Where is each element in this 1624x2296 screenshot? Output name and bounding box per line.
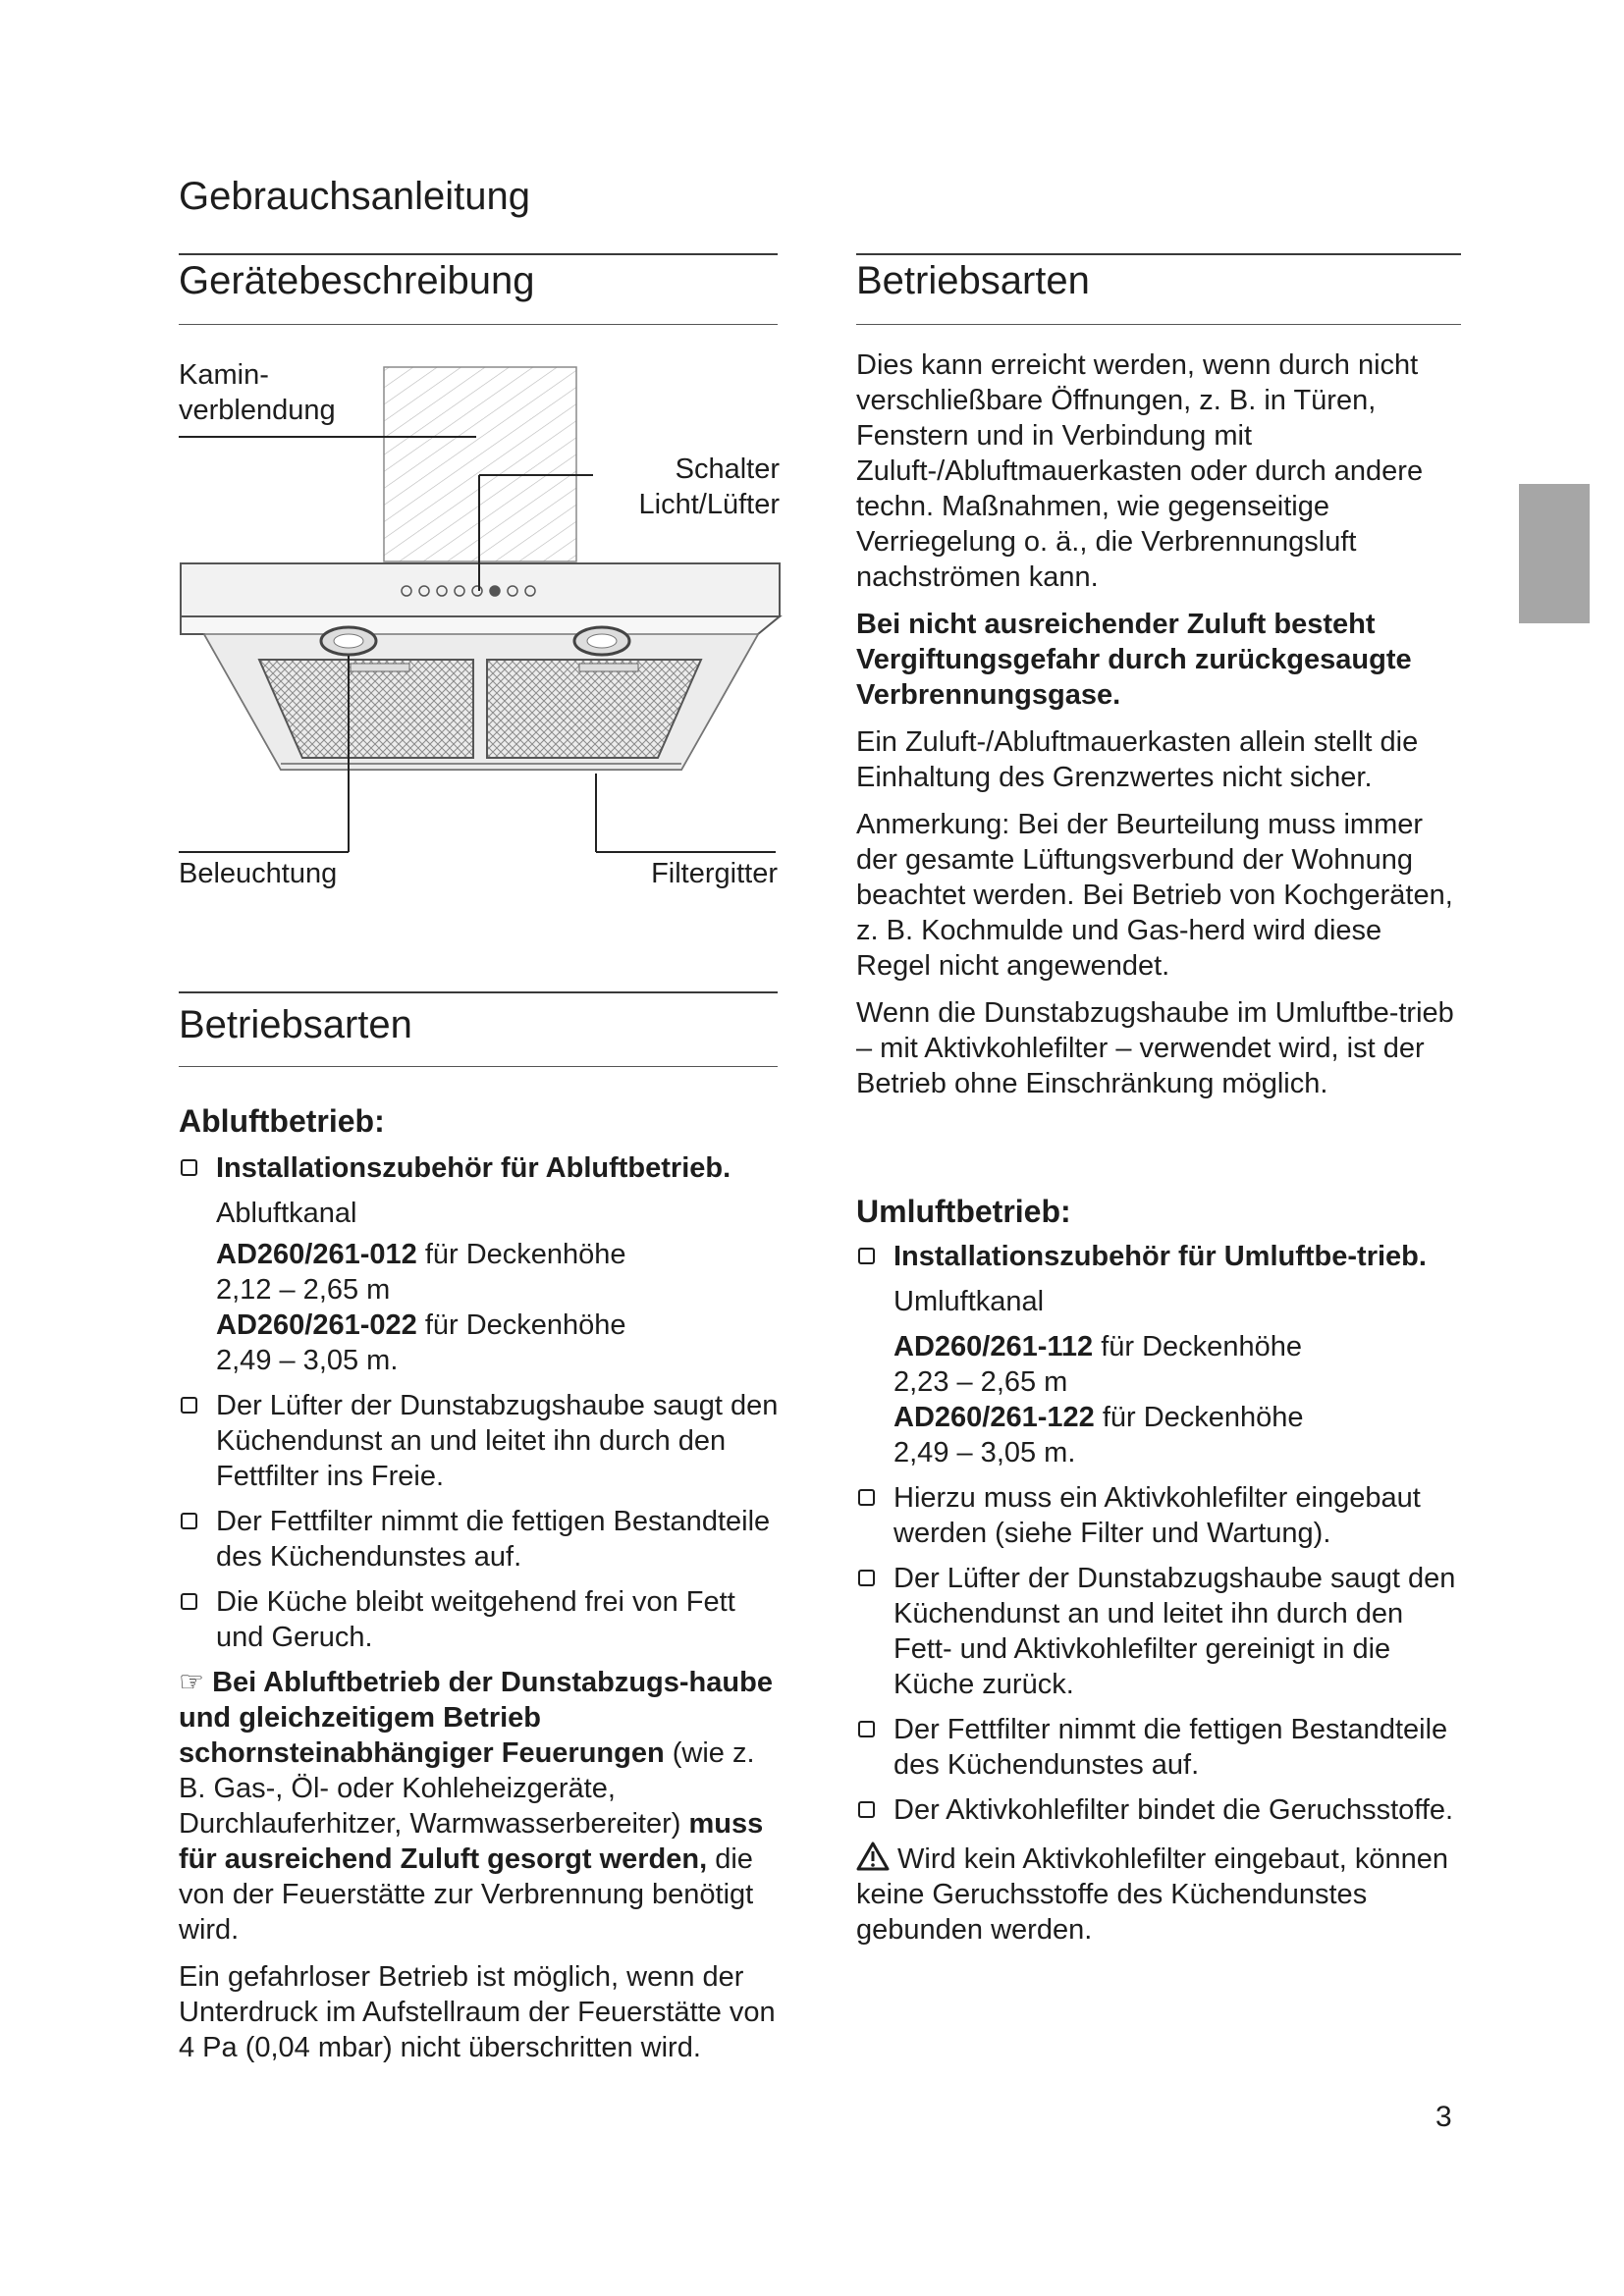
item-text: Der Fettfilter nimmt die fettigen Bestandteile des Küchendunstes auf. [893,1714,1448,1781]
part-code: AD260/261-012 [216,1239,417,1270]
kanal-label: Abluftkanal [216,1198,357,1229]
rule-top-right [856,253,1461,255]
note-bold-text: muss für ausreichend Zuluft gesorgt werden, [179,1808,764,1875]
rule-under-title-right [856,324,1461,325]
list-item [856,1239,1461,1274]
lamp-right [574,627,629,655]
list-item [856,1792,1461,1828]
rule-under-betriebsarten-left [179,1066,778,1067]
list-item [856,1712,1461,1783]
section-title-geraetebeschreibung: Gerätebeschreibung [179,259,535,302]
checkbox-bullet-icon [858,1801,875,1818]
rule-under-title-left [179,324,778,325]
checkbox-bullet-icon [858,1570,875,1586]
list-item [179,1504,784,1575]
label-schalter-licht-luefter: Schalter Licht/Lüfter [638,454,780,520]
item-title: Installationszubehör für Umluftbe-trieb. [893,1241,1427,1272]
part-text: für Deckenhöhe [1094,1402,1304,1433]
checkbox-bullet-icon [858,1248,875,1264]
part-text: für Deckenhöhe [416,1309,626,1341]
checkbox-bullet-icon [181,1397,197,1414]
kanal-label: Umluftkanal [893,1286,1045,1317]
item-text: Der Aktivkohlefilter bindet die Geruchsstoffe. [893,1794,1454,1826]
part-text: für Deckenhöhe [416,1239,626,1270]
section-title-betriebsarten-left: Betriebsarten [179,1003,412,1046]
paragraph-umluft-aktivkohle: Wenn die Dunstabzugshaube im Umluftbe-trieb – mit Aktivkohlefilter – verwendet wird, ist der Betrieb ohne Einschränkung möglich. [856,997,1454,1099]
part-code: AD260/261-112 [893,1331,1094,1362]
note-text: die von der Feuerstätte zur Verbrennung benötigt wird. [179,1843,754,1946]
item-text: Der Lüfter der Dunstabzugshaube saugt den Küchendunst an und leitet ihn durch den Fett- und Aktivkohlefilter gereinigt in die Küche zurück. [893,1563,1456,1700]
caution-text: Wird kein Aktivkohlefilter eingebaut, können keine Geruchsstoffe des Küchendunstes gebunden werden. [856,1843,1449,1946]
label-beleuchtung: Beleuchtung [179,858,338,889]
rule-top-left [179,253,778,255]
heading-umluftbetrieb: Umluftbetrieb: [856,1194,1071,1229]
label-filtergitter: Filtergitter [651,858,778,889]
item-text: Der Fettfilter nimmt die fettigen Bestandteile des Küchendunstes auf. [216,1506,771,1573]
part-range: 2,49 – 3,05 m. [893,1437,1076,1468]
caution-note [856,1842,1461,1948]
page-number: 3 [1435,2101,1452,2133]
accessory-block-umluft [856,1284,1461,1470]
item-text: Der Lüfter der Dunstabzugshaube saugt den Küchendunst an und leitet ihn durch den Fettfilter ins Freie. [216,1390,779,1492]
checkbox-bullet-icon [181,1593,197,1610]
right-column-body [856,347,1461,1113]
page-header-title: Gebrauchsanleitung [179,175,531,218]
pointing-hand-icon: ☞ [179,1667,204,1698]
warning-vergiftungsgefahr: Bei nicht ausreichender Zuluft besteht Vergiftungsgefahr durch zurückgesaugte Verbrennungsgase. [856,609,1412,711]
checkbox-bullet-icon [858,1721,875,1737]
part-code: AD260/261-122 [893,1402,1095,1433]
note-bold-text: Bei Abluftbetrieb der Dunstabzugs-haube und gleichzeitigem Betrieb schornsteinabhängiger Feuerungen [179,1667,773,1769]
checkbox-bullet-icon [858,1489,875,1506]
paragraph-mauerkasten: Ein Zuluft-/Abluftmauerkasten allein stellt die Einhaltung des Grenzwertes nicht sicher. [856,726,1419,793]
warning-triangle-icon [856,1842,890,1871]
rule-betriebsarten-left [179,991,778,993]
paragraph-anmerkung: Anmerkung: Bei der Beurteilung muss immer der gesamte Lüftungsverbund der Wohnung beachtet werden. Bei Betrieb von Kochgeräten, z. B. Kochmulde und Gas-herd wird diese Regel nicht angewendet. [856,809,1453,982]
section-title-betriebsarten-right: Betriebsarten [856,259,1090,302]
paragraph-gefahrloser-betrieb: Ein gefahrloser Betrieb ist möglich, wenn der Unterdruck im Aufstellraum der Feuerstätte von 4 Pa (0,04 mbar) nicht überschritten wird. [179,1961,776,2063]
checkbox-bullet-icon [181,1513,197,1529]
part-code: AD260/261-022 [216,1309,417,1341]
part-range: 2,12 – 2,65 m [216,1274,391,1306]
list-item [179,1150,784,1186]
right-column-umluft [856,1239,1461,1959]
list-item [856,1561,1461,1702]
note-text: (wie z. B. Gas-, Öl- oder Kohleheizgeräte, Durchlauferhitzer, Warmwasserbereiter) [179,1737,755,1840]
label-kaminverblendung: Kamin- verblendung [179,359,336,426]
lamp-left [321,627,376,655]
part-range: 2,23 – 2,65 m [893,1366,1068,1398]
part-text: für Deckenhöhe [1093,1331,1302,1362]
part-range: 2,49 – 3,05 m. [216,1345,399,1376]
checkbox-bullet-icon [181,1159,197,1176]
item-text: Hierzu muss ein Aktivkohlefilter eingebaut werden (siehe Filter und Wartung). [893,1482,1421,1549]
list-item [856,1480,1461,1551]
list-item [179,1584,784,1655]
accessory-block-abluft [179,1196,784,1378]
heading-abluftbetrieb: Abluftbetrieb: [179,1103,385,1139]
left-column-body [179,1150,784,2077]
list-item [179,1388,784,1494]
item-title: Installationszubehör für Abluftbetrieb. [216,1152,731,1184]
item-text: Die Küche bleibt weitgehend frei von Fett und Geruch. [216,1586,735,1653]
note-abluft-schornstein [179,1665,784,1948]
chapter-tab-marker [1519,484,1590,623]
range-hood-diagram [179,363,787,913]
paragraph-zuluft: Dies kann erreicht werden, wenn durch nicht verschließbare Öffnungen, z. B. in Türen, Fenstern und in Verbindung mit Zuluft-/Abluftmauerkasten oder durch andere techn. Maßnahmen, wie gegenseitige Verriegelung o. ä., die Verbrennungsluft nachströmen kann. [856,349,1424,593]
